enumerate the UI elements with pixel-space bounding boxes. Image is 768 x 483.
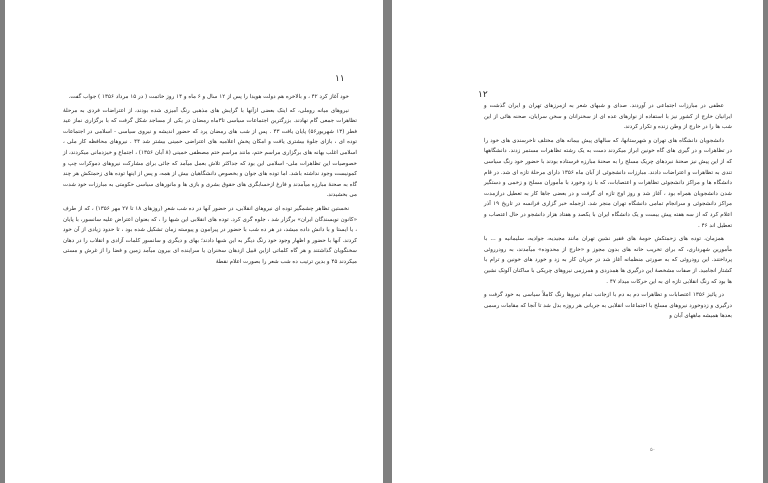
paragraph: خود آغاز کرد ۴۲ ، و بالاخره هم دولت هویدا را پس از ۱۲ سال و ۶ ماه و ۱۴ روز خاتمت ( در ۱۵ مرداد ۱۳۵۶ ) جواب گفت. bbox=[68, 94, 349, 100]
paragraph: در پائیز ۱۳۵۶ اعتصابات و تظاهرات دم به دم با ازجانب تمام نیروها رنگ کاملاً سیاسی به خود گرفت و درگیری و زدوخورد نیروهای مسلح با اجتماعات انقلابی به جریانی هر روزه بدل شد تا آنجا که مقامات رسمی بعدها همیشه ماههای آبان و bbox=[484, 292, 732, 320]
paragraph: نیروهای میانه روملی، که اینک بعضی ازآنها با گرایش های مذهبی رنگ آمیزی شده بودند، از اعتراضات فردی به مرحلهٔ تظاهرات جمعی گام نهادند. بزرگترین اجتماعات سیاسی تا۳ماه رمضان در یکی از مساجد شکل گرفت که با برگزاری نماز عید فطر (۱۳ شهریور۵۶) پایان یافت ۴۳ . پس از شب های رمضان پرد که حضور اندیشه و نیروی سیاسی - اسلامی در اجتماعات توده ای ، بازای جلوهٔ بیشتری یافت و امکان پخش اعلامیه های اعتراضی خمینی بیشتر شد ۴۴ . نیروهای محافظه کار ملی ، اسلامی اغلب بهانه های برگزاری مراسم ختم، مانند مراسم ختم مصطفی خمینی (۸ آبان ۱۳۵۶) ، اجتماع و خیزدمانی میکردند، از خصوصیات این تظاهرات ملی- اسلامی این بود که جداکثر تلاش بعمل میآمد که جائی برای مشارکت نیروهای دموکرات چپ و کمونیست وجود نداشته باشد. اما توده های جوان و بخصوص دانشگاهیان بیش از همه، و پس از اینها توده های زحمتکش هر چند گاه به صحنهٔ مبارزه میآمدند و فارغ ازحسابگری های حقوق بشری و بازی ها و مانورهای سیاسی حکومتی به مبارزات خود شدت می بخشیدند. bbox=[63, 107, 358, 199]
footer-mark: ۵۰ bbox=[650, 447, 656, 453]
page-body bbox=[63, 92, 357, 271]
page-number: ۱۱ bbox=[335, 74, 345, 84]
page-number: ۱۲ bbox=[478, 90, 488, 100]
paragraph: دانشجویان دانشگاه های تهران و شهرستانها، که سالهای پیش بیمانه های مختلف ناخرسندی های خود را در تظاهرات و در گیری های گاه خونین ابراز میکردند دست به یک رشته تظاهرات مستمر زدند. دانشگاهها که از این پیش نیز صحنهٔ نبردهای چریک مسلح را به صحنهٔ مبارزه فرستاده بودند با حضور خود رنگ سیاسی تندی به تظاهرات و اعتراضات دادند. مبارزات دانشجوئی از آبان ماه ۱۳۵۶ دارای مرحلهٔ تازه ای شد. در قام دانشگاه ها و مراکز دانشجوئی تظاهرات و اعتصابات، که با زد وخورد با مأموران مسلح و زخمی و دستگیر شدن دانشجویان همراه بود ، آغاز شد و روز اوج تازه ای گرفت و در بعضی جاها کار به تعطیل درازمدت مراکز دانشجوئی و سرانجام تمامی دانشگاه تهران منجر شد. ازجمله خبر گزاری فرانسه در تاریخ ۱۹ آذر اعلام کرد که از سه هفته پیش بیست و یک دانشگاه ایران با یکصد و هفتاد هزار دانشجو در حال اعتصاب و تعطیل اند ۴۶ . bbox=[484, 137, 733, 229]
page-body bbox=[484, 101, 732, 325]
page-right bbox=[392, 0, 763, 483]
paragraph: نخستین تظاهر چشمگیر توده ای نیروهای انقلابی، در حضور آنها در ده شب شعرِ (روزهای ۱۸ تا ۲۷ مهر ۱۳۵۶) ، که از طرف «کانون نویسندگان ایران» برگزار شد ، جلوه گری کرد. توده های انقلابی این شبها را ، که بعنوان اعتراض علیه سانسور، با پایان ، یا ایستا و با دانش داده میشد، در هر ده شب با حضور در پیرامون و پیوسته زمان تشکیل شده بود ، تا حدود زیادی از آن خود کردند. آنها با حضور و اظهار وجود خود رنگ دیگر به این شبها دادند؛ بهای و دیگری و سانسور کلمات آزادی و انقلاب را در دهان سخنگویان گذاشتند و هر گاه کلماتی ازاین قبیل ازدهان سخنران یا سراینده ای بیرون میآمد زمین و فضا را از غرش و مستی میکردند ۴۵ و بدین ترتیب ده شب شعر را بصورت اعلام نقطهٔ bbox=[63, 205, 357, 265]
paragraph: عطفی در مبارزات اجتماعی در آوردند. صدای و شبهای شعر به ازمرزهای تهران و ایران گذشت و ایرانیان خارج از کشور نیز با استفاده از نوارهای عده ای از سخنرانان و سخن سرایان، صحنه هائی از این شب ها را در خارج از وطن زنده و تکرار کردند. bbox=[484, 103, 732, 131]
paragraph: همزمان، توده های زحمتکش حومهٔ های فقیر نشین تهران مانند مجیدیه، جوادیه، سلیمانیه و ... با مأمورین شهرداری، که برای تخریب خانه های بدون مجوز و «خارج از محدوده» میآمدند، به رودرروئی پرداختند. این رودروئی که به صورتی منظمانه آغاز شد در جریان کار به زد و خورد های خونین و ترام با کشتار انجامید. از صفات مشخصهٔ این درگیری ها همدردی و همرزمی نیروهای چریکی با ساکنان آلونک نشین ها بود که رنگ انقلابی تازه ای به این حرکات میداد ۴۷ . bbox=[484, 236, 732, 285]
page-left bbox=[5, 0, 383, 483]
